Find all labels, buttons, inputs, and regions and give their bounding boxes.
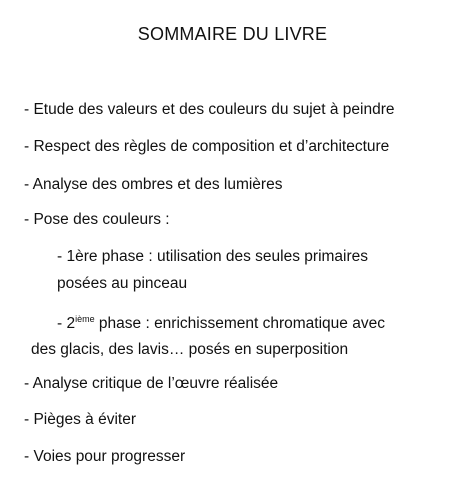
list-item-analyse-ombres: - Analyse des ombres et des lumières (24, 176, 283, 193)
list-item-etude: - Etude des valeurs et des couleurs du sujet à peindre (24, 101, 395, 118)
list-item-pieges: - Pièges à éviter (24, 411, 136, 428)
phase-2-text: phase : enrichissement chromatique avec (94, 315, 385, 332)
sub-item-phase-1-line-1: - 1ère phase : utilisation des seules primaires (57, 248, 369, 265)
list-item-pose-couleurs: - Pose des couleurs : (24, 211, 170, 228)
page-title: SOMMAIRE DU LIVRE (137, 24, 328, 44)
phase-2-superscript: ième (75, 313, 95, 324)
sub-item-phase-2-line-1 (57, 311, 385, 337)
sub-item-phase-2-line-2: des glacis, des lavis… posés en superposition (31, 341, 349, 358)
phase-2-number: - 2 (57, 315, 76, 332)
list-item-voies: - Voies pour progresser (24, 448, 186, 465)
list-item-respect: - Respect des règles de composition et d’architecture (24, 138, 390, 155)
list-item-analyse-critique: - Analyse critique de l’œuvre réalisée (24, 375, 279, 392)
sub-item-phase-1-line-2: posées au pinceau (57, 275, 188, 292)
